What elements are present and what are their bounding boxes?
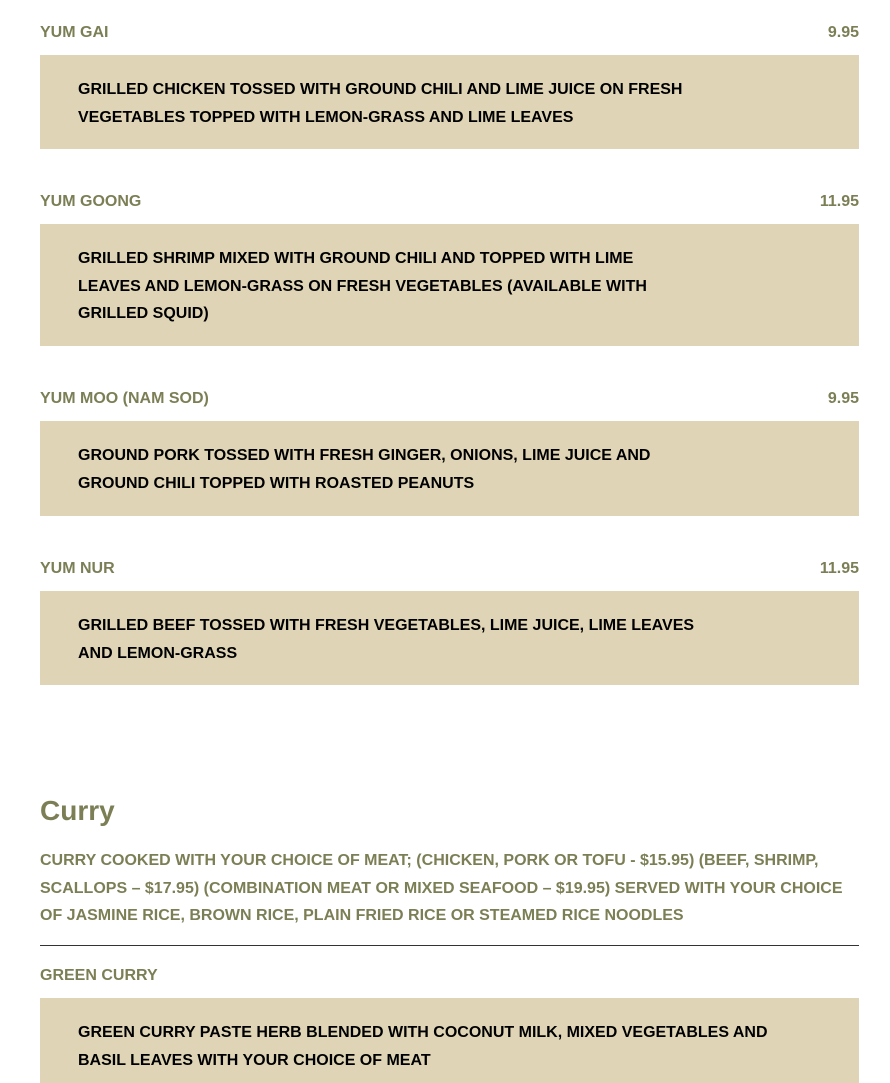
menu-item-name: YUM GOONG (40, 193, 142, 210)
menu-item-description-box (40, 421, 859, 516)
menu-item-name: YUM MOO (NAM SOD) (40, 390, 209, 407)
menu-item-price: 11.95 (819, 193, 859, 210)
menu-item-description: GROUND PORK TOSSED WITH FRESH GINGER, ONIONS, LIME JUICE AND GROUND CHILI TOPPED WITH ROASTED PEANUTS (78, 447, 651, 492)
menu-item-description: GREEN CURRY PASTE HERB BLENDED WITH COCONUT MILK, MIXED VEGETABLES AND BASIL LEAVES WITH YOUR CHOICE OF MEAT (78, 1024, 768, 1069)
menu-item-description-box (40, 224, 859, 346)
menu-item-description: GRILLED SHRIMP MIXED WITH GROUND CHILI AND TOPPED WITH LIME LEAVES AND LEMON-GRASS ON FRESH VEGETABLES (AVAILABLE WITH GRILLED SQUID) (78, 250, 647, 322)
menu-item-name: GREEN CURRY (40, 967, 158, 984)
section-intro: CURRY COOKED WITH YOUR CHOICE OF MEAT; (CHICKEN, PORK OR TOFU - $15.95) (BEEF, SHRIMP, SCALLOPS – $17.95) (COMBINATION MEAT OR MIXED SEAFOOD – $19.95) SERVED WITH YOUR CHOICE OF JASMINE RICE, BROWN RICE, PLAIN FRIED RICE OR STEAMED RICE NOODLES (40, 852, 843, 924)
menu-item-price: 11.95 (819, 560, 859, 577)
menu-item-price: 9.95 (827, 390, 859, 407)
menu-item-header (40, 965, 859, 987)
menu-item-price: 9.95 (827, 24, 859, 41)
menu-item-header (40, 558, 859, 580)
menu-item-header (40, 388, 859, 410)
menu-item-header (40, 22, 859, 44)
menu-item-description-box (40, 55, 859, 149)
menu-item-description-box (40, 998, 859, 1083)
menu-item-description-box (40, 591, 859, 685)
menu-item-description: GRILLED BEEF TOSSED WITH FRESH VEGETABLES, LIME JUICE, LIME LEAVES AND LEMON-GRASS (78, 617, 695, 662)
menu-item-name: YUM GAI (40, 24, 109, 41)
menu-item-name: YUM NUR (40, 560, 115, 577)
section-title: Curry (40, 795, 115, 826)
section-divider (40, 945, 859, 946)
menu-item-header (40, 191, 859, 213)
menu-item-description: GRILLED CHICKEN TOSSED WITH GROUND CHILI AND LIME JUICE ON FRESH VEGETABLES TOPPED WITH LEMON-GRASS AND LIME LEAVES (78, 81, 683, 126)
